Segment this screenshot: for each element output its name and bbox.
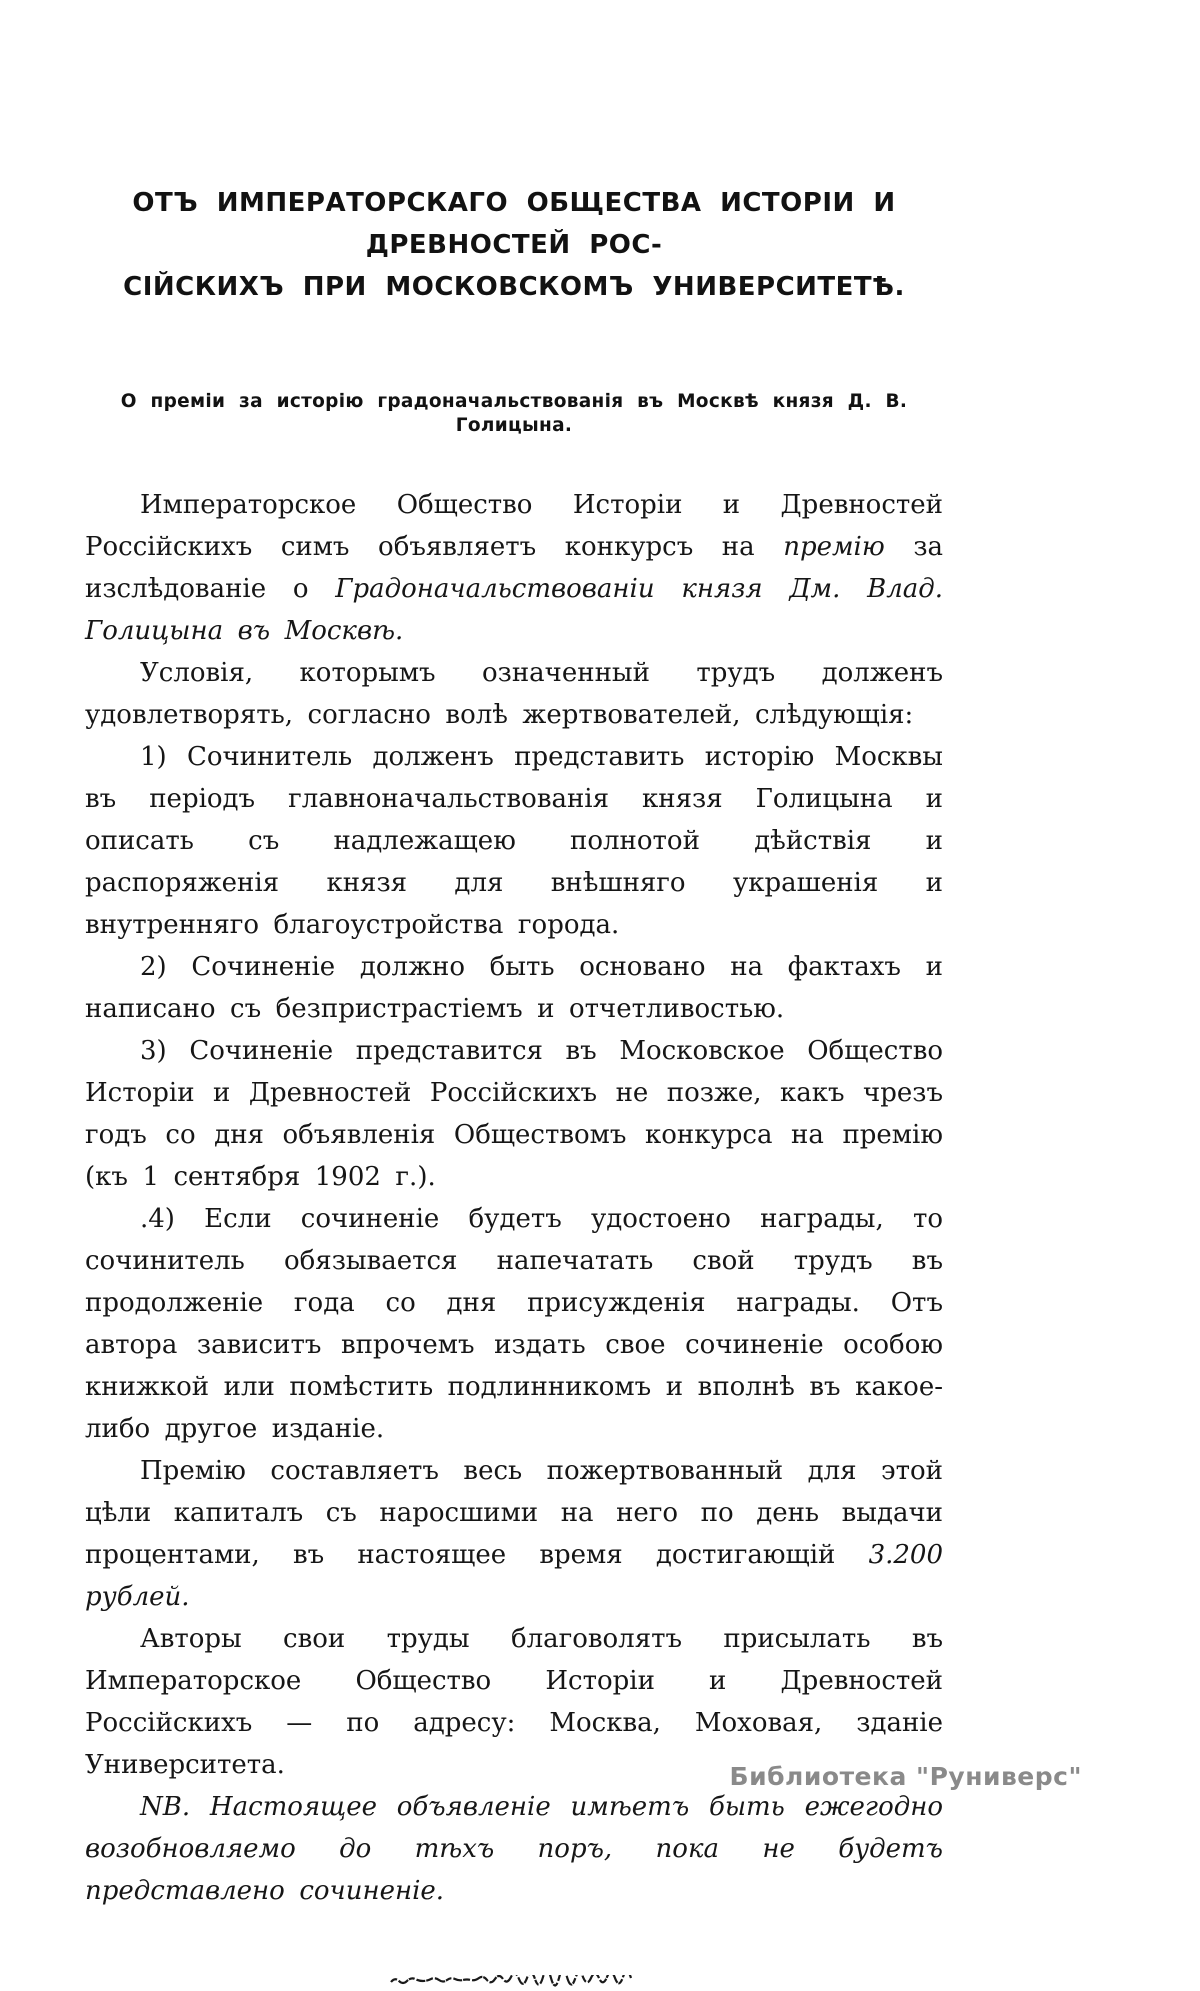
text-run: Градоначальствованіи князя Дм. Влад. Голицына въ Москвѣ. [85,574,944,646]
title-line-2: СІЙСКИХЪ ПРИ МОСКОВСКОМЪ УНИВЕРСИТЕТѢ. [123,272,905,302]
text-run: 1) Сочинитель долженъ представить исторію Москвы въ періодъ главноначальствованія князя Голицына и описать съ надлежащею полнотой дѣйствія и распоряженія князя для внѣшняго украшенія и внутренняго благоустройства города. [85,742,943,940]
text-run: NB. Настоящее объявленіе имѣетъ быть ежегодно возобновляемо до тѣхъ поръ, пока не будетъ представлено сочиненіе. [85,1792,943,1906]
text-run: .4) Если сочиненіе будетъ удостоено награды, то сочинитель обязывается напечатать свой трудъ въ продолженіе года со дня присужденія награды. Отъ автора зависитъ впрочемъ издать свое сочиненіе особою книжкой или помѣстить подлинникомъ и вполнѣ въ какое-либо другое изданіе. [85,1204,943,1444]
text-run: Авторы свои труды благоволятъ присылать въ Императорское Общество Исторіи и Древностей Россійскихъ — по адресу: Москва, Моховая, зданіе Университета. [85,1624,943,1780]
paragraph-3 [85,736,943,946]
document-title [85,182,943,308]
text-run: 3) Сочиненіе представится въ Московское Общество Исторіи и Древностей Россійскихъ не позже, какъ чрезъ годъ со дня объявленія Обществомъ конкурса на премію (къ 1 сентября 1902 г.). [85,1036,943,1192]
paragraph-1 [85,484,943,652]
paragraph-8 [85,1618,943,1786]
paragraph-7 [85,1450,943,1618]
paragraph-2 [85,652,943,736]
text-run: Условія, которымъ означенный трудъ долженъ удовлетворять, согласно волѣ жертвователей, слѣдующія: [85,658,943,730]
library-watermark: Библиотека "Руниверс" [729,1762,1082,1791]
paragraph-9 [85,1786,943,1912]
document-body [85,484,943,1912]
text-run: за изслѣдованіе о [85,532,944,604]
paragraph-4 [85,946,943,1030]
text-column [85,0,943,1991]
text-run: премію [783,532,885,562]
text-run: 2) Сочиненіе должно быть основано на фактахъ и написано съ безпристрастіемъ и отчетливостью. [85,952,943,1024]
text-run: 3.200 рублей. [85,1540,943,1612]
paragraph-6 [85,1198,943,1450]
paragraph-5 [85,1030,943,1198]
document-subtitle: О преміи за исторію градоначальствованія въ Москвѣ князя Д. В. Голицына. [120,391,908,436]
text-run: Императорское Общество Исторіи и Древностей Россійскихъ симъ объявляетъ конкурсъ на [85,490,943,562]
title-line-1: ОТЪ ИМПЕРАТОРСКАГО ОБЩЕСТВА ИСТОРІИ И ДРЕВНОСТЕЙ РОС- [132,188,896,260]
squiggle-divider-icon [389,1972,639,1991]
section-divider [85,1972,943,1991]
text-run: Премію составляетъ весь пожертвованный для этой цѣли капиталъ съ наросшими на него по день выдачи процентами, въ настоящее время достигающій [85,1456,943,1570]
